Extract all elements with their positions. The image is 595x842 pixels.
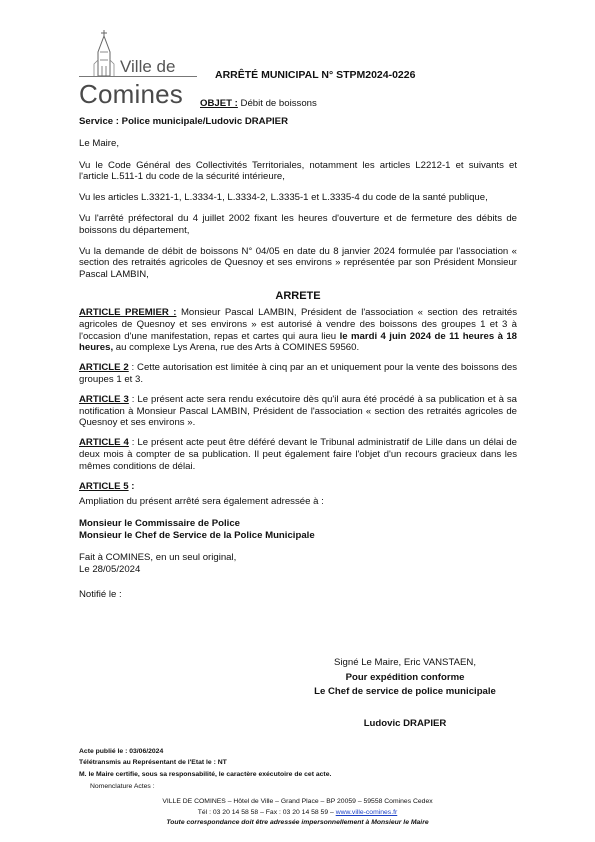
signature-block xyxy=(300,656,510,731)
service-line: Service : Police municipale/Ludovic DRAPIER xyxy=(79,116,288,127)
nomenclature: Nomenclature Actes : xyxy=(90,783,155,790)
document-body xyxy=(79,116,517,601)
fait-a: Fait à COMINES, en un seul original, xyxy=(79,551,237,563)
article-1-text-end: au complexe Lys Arena, rue des Arts à COMINES 59560. xyxy=(113,342,360,354)
footer-correspondance: Toute correspondance doit être adressée impersonnellement à Monsieur le Maire xyxy=(166,819,429,826)
article-2 xyxy=(79,362,517,386)
page-title: ARRÊTÉ MUNICIPAL N° STPM2024-0226 xyxy=(215,69,416,81)
vu-paragraph: Vu la demande de débit de boissons N° 04/05 en date du 8 janvier 2024 formulée par l'association « section des retraités agricoles de Quesnoy et ses environs » représentée par son Président Monsieur Pascal LAMBIN, xyxy=(79,245,517,281)
article-1-date: le mardi 4 juin 2024 de 11 heures à 18 heures, xyxy=(79,330,517,354)
signatory-name: Ludovic DRAPIER xyxy=(363,717,447,729)
logo-text-comines: Comines xyxy=(79,79,183,109)
logo-divider xyxy=(79,76,197,77)
article-4-label: ARTICLE 4 xyxy=(79,437,129,449)
vu-paragraph: Vu l'arrêté préfectoral du 4 juillet 2002 fixant les heures d'ouverture et de fermeture des débits de boissons du département, xyxy=(79,212,517,236)
ampliation: Ampliation du présent arrêté sera également adressée à : xyxy=(79,496,324,508)
footer-tel-fax: Tél : 03 20 14 58 58 – Fax : 03 20 14 58 59 – xyxy=(197,809,336,816)
teletransmis: Télétransmis au Représentant de l'Etat le : NT xyxy=(79,759,227,766)
article-3-text: : Le présent acte sera rendu exécutoire dès qu'il aura été procédé à sa publication et à sa notification à Monsieur Pascal LAMBIN, Président de l'association « section des retraités agricoles de Quesnoy et ses environs ». xyxy=(79,393,517,429)
logo-text-ville-de: Ville de xyxy=(120,57,176,76)
article-1-text: Monsieur Pascal LAMBIN, Président de l'association « section des retraités agricoles de Quesnoy et ses environs » est autorisé à vendre des boissons des groupes 1 et 3 à l'occasion d'une manifestation, repas et cartes qui aura lieu xyxy=(79,306,517,342)
fait-date: Le 28/05/2024 xyxy=(79,563,141,575)
article-4 xyxy=(79,437,517,472)
church-tower-icon xyxy=(91,30,117,78)
certification: M. le Maire certifie, sous sa responsabilité, le caractère exécutoire de cet acte. xyxy=(79,771,332,778)
article-2-label: ARTICLE 2 xyxy=(79,362,129,374)
signature-line: Pour expédition conforme xyxy=(345,671,465,683)
article-2-text: : Cette autorisation est limitée à cinq par an et uniquement pour la vente des boissons des groupes 1 et 3. xyxy=(79,362,517,385)
objet-label: OBJET : xyxy=(200,98,238,109)
website-link[interactable]: www.ville-comines.fr xyxy=(335,809,398,816)
notifie-le: Notifié le : xyxy=(79,589,122,601)
article-5-text: : xyxy=(128,480,135,492)
article-5 xyxy=(79,481,517,493)
article-3-label: ARTICLE 3 xyxy=(79,393,129,405)
article-1-label: ARTICLE PREMIER : xyxy=(79,306,177,318)
recipient: Monsieur le Commissaire de Police xyxy=(79,518,241,530)
recipient: Monsieur le Chef de Service de la Police Municipale xyxy=(79,529,315,541)
article-4-text: : Le présent acte peut être déféré devant le Tribunal administratif de Lille dans un délai de deux mois à compter de sa publication. Il peut également faire l'objet d'un recours gracieux dans les mêmes conditions de délai. xyxy=(79,437,517,472)
signature-line: Le Chef de service de police municipale xyxy=(314,686,496,697)
arrete-heading: ARRETE xyxy=(275,289,321,302)
vu-paragraph: Vu le Code Général des Collectivités Territoriales, notamment les articles L2212-1 et suivants et l'article L.511-1 du code de la sécurité intérieure, xyxy=(79,159,517,183)
footer-address: VILLE DE COMINES – Hôtel de Ville – Grand Place – BP 20059 – 59558 Comines Cedex xyxy=(162,798,433,805)
article-1 xyxy=(79,307,517,354)
acte-publie: Acte publié le : 03/06/2024 xyxy=(79,748,164,755)
objet-line xyxy=(200,98,317,109)
article-5-label: ARTICLE 5 xyxy=(79,480,129,492)
footer-contact xyxy=(0,808,595,817)
vu-paragraph: Vu les articles L.3321-1, L.3334-1, L.3334-2, L.3335-1 et L.3335-4 du code de la santé publique, xyxy=(79,192,488,204)
signature-line: Signé Le Maire, Eric VANSTAEN, xyxy=(334,657,476,668)
article-3 xyxy=(79,394,517,429)
objet-text: Débit de boissons xyxy=(237,98,317,109)
le-maire: Le Maire, xyxy=(79,137,119,149)
